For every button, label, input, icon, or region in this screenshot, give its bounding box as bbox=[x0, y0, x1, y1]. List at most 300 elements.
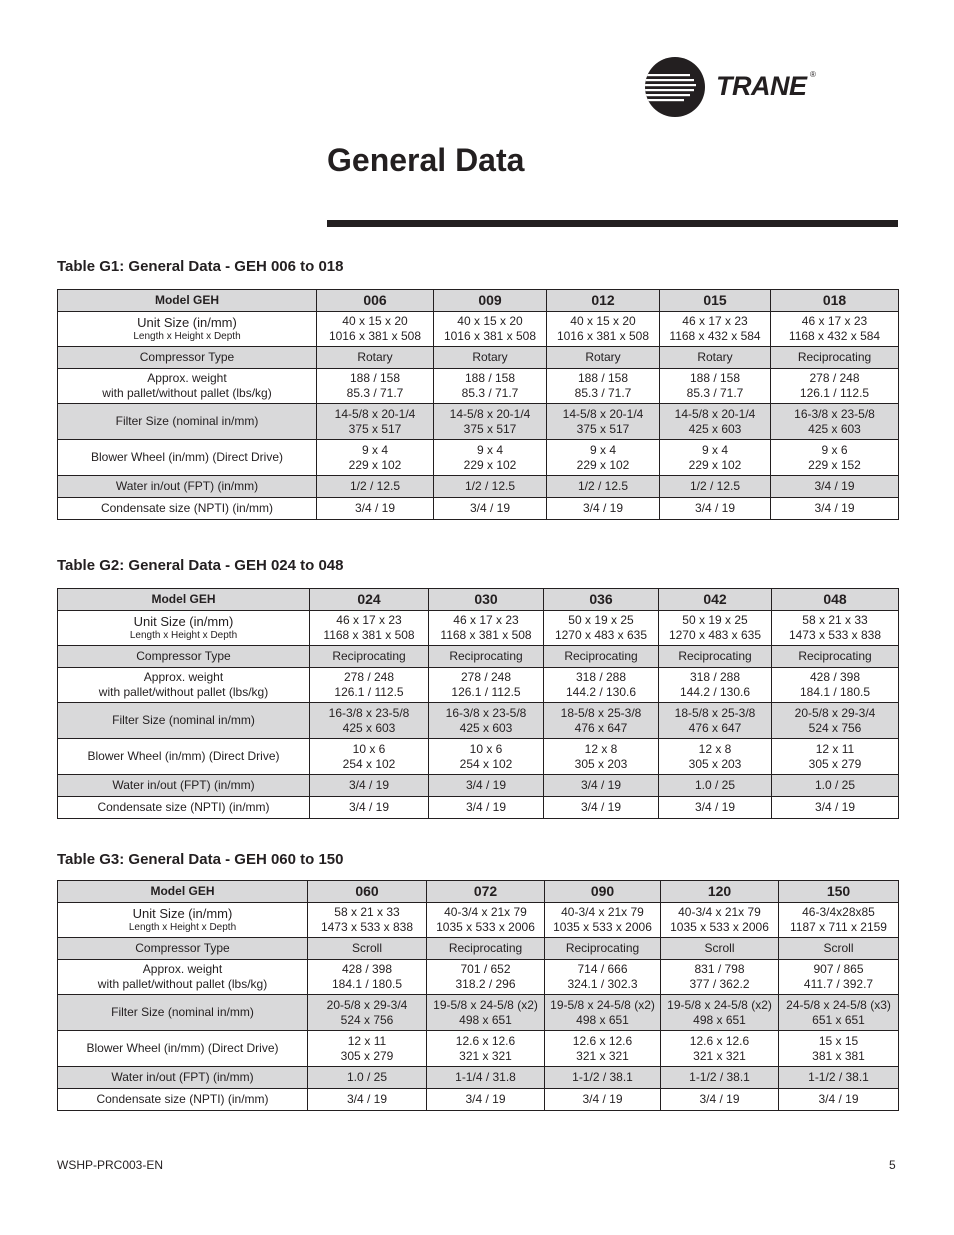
table-cell bbox=[308, 938, 427, 960]
table-cell bbox=[545, 960, 661, 995]
table-cell bbox=[779, 903, 899, 938]
table-header-row bbox=[58, 290, 899, 312]
table-cell bbox=[434, 369, 547, 404]
table-g1 bbox=[57, 289, 899, 520]
cell-value: 1-1/4 / 31.8 bbox=[455, 1070, 516, 1084]
cell-value: 20-5/8 x 29-3/4 bbox=[326, 997, 408, 1012]
cell-value: 19-5/8 x 24-5/8 (x2) bbox=[667, 997, 772, 1012]
row-label-line2: with pallet/without pallet (lbs/kg) bbox=[97, 977, 268, 991]
table-cell bbox=[772, 797, 899, 819]
table-cell bbox=[771, 440, 899, 476]
cell-value: 1270 x 483 x 635 bbox=[554, 628, 648, 642]
table-cell bbox=[317, 312, 434, 347]
cell-value: 12 x 11 bbox=[815, 741, 855, 756]
cell-value: 1016 x 381 x 508 bbox=[556, 329, 650, 343]
row-label-main: Unit Size (in/mm) bbox=[137, 314, 237, 330]
cell-value: 50 x 19 x 25 bbox=[682, 613, 748, 627]
table-cell bbox=[434, 347, 547, 369]
cell-value: 12 x 8 bbox=[584, 741, 618, 756]
table-cell bbox=[317, 369, 434, 404]
row-label bbox=[58, 775, 310, 797]
cell-value: 375 x 517 bbox=[348, 421, 402, 436]
model-column-header: 048 bbox=[772, 589, 899, 611]
row-label-main: Water in/out (FPT) (in/mm) bbox=[115, 479, 259, 493]
table-cell bbox=[547, 476, 660, 498]
cell-value: 46 x 17 x 23 bbox=[801, 314, 868, 328]
cell-value: 16-3/8 x 23-5/8 bbox=[445, 705, 527, 720]
cell-value: 907 / 865 bbox=[813, 962, 864, 976]
cell-value: 3/4 / 19 bbox=[818, 1092, 859, 1106]
cell-value: 305 x 279 bbox=[808, 756, 862, 771]
cell-value: Reciprocating bbox=[565, 941, 640, 955]
cell-value: 9 x 4 bbox=[589, 442, 616, 457]
cell-value: 3/4 / 19 bbox=[354, 501, 396, 515]
row-label-main: Condensate size (NPTI) (in/mm) bbox=[97, 800, 270, 814]
row-label bbox=[58, 938, 308, 960]
table-cell bbox=[308, 1089, 427, 1111]
table-cell bbox=[659, 668, 772, 703]
row-label-main: Blower Wheel (in/mm) (Direct Drive) bbox=[86, 1041, 279, 1055]
table-row bbox=[58, 498, 899, 520]
table-cell bbox=[772, 668, 899, 703]
model-header: Model GEH bbox=[58, 290, 317, 312]
model-column-header: 006 bbox=[317, 290, 434, 312]
cell-value: 1/2 / 12.5 bbox=[349, 479, 401, 493]
cell-value: Scroll bbox=[704, 941, 735, 955]
title-rule bbox=[327, 220, 898, 227]
table-cell bbox=[429, 739, 544, 775]
row-label bbox=[58, 369, 317, 404]
model-column-header: 120 bbox=[661, 881, 779, 903]
model-column-header: 072 bbox=[427, 881, 545, 903]
cell-value: 85.3 / 71.7 bbox=[574, 386, 632, 400]
cell-value: 126.1 / 112.5 bbox=[334, 685, 404, 699]
cell-value: 19-5/8 x 24-5/8 (x2) bbox=[550, 997, 655, 1012]
table-cell bbox=[660, 312, 771, 347]
cell-value: 1473 x 533 x 838 bbox=[320, 920, 414, 934]
table-cell bbox=[771, 369, 899, 404]
table-cell bbox=[317, 404, 434, 440]
table-cell bbox=[545, 903, 661, 938]
table-cell bbox=[429, 646, 544, 668]
cell-value: 3/4 / 19 bbox=[465, 778, 507, 792]
row-label bbox=[58, 668, 310, 703]
cell-value: 428 / 398 bbox=[809, 670, 861, 684]
table-cell bbox=[547, 498, 660, 520]
table-g3 bbox=[57, 880, 899, 1111]
cell-value: 254 x 102 bbox=[342, 756, 396, 771]
table-cell bbox=[434, 440, 547, 476]
cell-value: 40 x 15 x 20 bbox=[457, 314, 523, 328]
table-cell bbox=[308, 960, 427, 995]
cell-value: 58 x 21 x 33 bbox=[334, 905, 400, 919]
cell-value: 3/4 / 19 bbox=[465, 1092, 506, 1106]
model-column-header: 015 bbox=[660, 290, 771, 312]
table-row bbox=[58, 938, 899, 960]
table-cell bbox=[661, 1067, 779, 1089]
cell-value: 3/4 / 19 bbox=[699, 1092, 740, 1106]
table-cell bbox=[310, 797, 429, 819]
cell-value: 12.6 x 12.6 bbox=[455, 1033, 516, 1048]
row-label-sub: Length x Height x Depth bbox=[128, 921, 237, 933]
model-column-header: 030 bbox=[429, 589, 544, 611]
table-cell bbox=[660, 440, 771, 476]
table-cell bbox=[544, 797, 659, 819]
cell-value: 1/2 / 12.5 bbox=[577, 479, 629, 493]
cell-value: 3/4 / 19 bbox=[346, 1092, 388, 1106]
cell-value: 714 / 666 bbox=[577, 962, 628, 976]
cell-value: 524 x 756 bbox=[340, 1012, 394, 1027]
model-column-header: 018 bbox=[771, 290, 899, 312]
cell-value: 40-3/4 x 21x 79 bbox=[678, 905, 761, 919]
table-cell bbox=[660, 369, 771, 404]
table-cell bbox=[659, 797, 772, 819]
table-cell bbox=[661, 1031, 779, 1067]
page-title: General Data bbox=[327, 142, 525, 178]
table-cell bbox=[661, 995, 779, 1031]
table-cell bbox=[427, 1031, 545, 1067]
row-label-line2: with pallet/without pallet (lbs/kg) bbox=[98, 685, 269, 699]
cell-value: 1187 x 711 x 2159 bbox=[790, 920, 887, 934]
table-cell bbox=[771, 312, 899, 347]
table-cell bbox=[661, 960, 779, 995]
table-cell bbox=[429, 775, 544, 797]
cell-value: 3/4 / 19 bbox=[348, 800, 390, 814]
cell-value: 18-5/8 x 25-3/8 bbox=[560, 705, 642, 720]
cell-value: 126.1 / 112.5 bbox=[451, 685, 521, 699]
table-g2 bbox=[57, 588, 899, 819]
cell-value: 305 x 203 bbox=[688, 756, 742, 771]
table-cell bbox=[545, 1067, 661, 1089]
cell-value: 46 x 17 x 23 bbox=[453, 613, 519, 627]
table-cell bbox=[545, 938, 661, 960]
model-column-header: 042 bbox=[659, 589, 772, 611]
table-cell bbox=[429, 797, 544, 819]
table-cell bbox=[661, 903, 779, 938]
cell-value: 16-3/8 x 23-5/8 bbox=[794, 406, 875, 421]
cell-value: 144.2 / 130.6 bbox=[565, 685, 637, 699]
row-label bbox=[58, 476, 317, 498]
table-cell bbox=[779, 960, 899, 995]
cell-value: Reciprocating bbox=[332, 649, 406, 663]
table-cell bbox=[427, 960, 545, 995]
table-row bbox=[58, 347, 899, 369]
table-cell bbox=[772, 739, 899, 775]
table-cell bbox=[779, 1031, 899, 1067]
table-cell bbox=[660, 476, 771, 498]
cell-value: 524 x 756 bbox=[808, 720, 862, 735]
table-row bbox=[58, 1031, 899, 1067]
cell-value: Rotary bbox=[472, 350, 508, 364]
cell-value: 381 x 381 bbox=[812, 1048, 865, 1063]
cell-value: 16-3/8 x 23-5/8 bbox=[328, 705, 410, 720]
table-cell bbox=[661, 938, 779, 960]
table-cell bbox=[317, 498, 434, 520]
row-label bbox=[58, 312, 317, 347]
cell-value: Scroll bbox=[823, 941, 854, 955]
table-row bbox=[58, 960, 899, 995]
table-cell bbox=[544, 611, 659, 646]
table-cell bbox=[308, 995, 427, 1031]
cell-value: 3/4 / 19 bbox=[814, 501, 855, 515]
cell-value: 144.2 / 130.6 bbox=[679, 685, 751, 699]
table-cell bbox=[427, 903, 545, 938]
cell-value: 24-5/8 x 24-5/8 (x3) bbox=[786, 997, 891, 1012]
table-cell bbox=[779, 995, 899, 1031]
cell-value: 20-5/8 x 29-3/4 bbox=[794, 705, 876, 720]
cell-value: 278 / 248 bbox=[460, 670, 512, 684]
table-row bbox=[58, 440, 899, 476]
table-cell bbox=[427, 1089, 545, 1111]
table-cell bbox=[547, 369, 660, 404]
cell-value: 46 x 17 x 23 bbox=[336, 613, 402, 627]
table-cell bbox=[310, 646, 429, 668]
table-cell bbox=[544, 775, 659, 797]
cell-value: 1/2 / 12.5 bbox=[689, 479, 741, 493]
table-cell bbox=[429, 703, 544, 739]
model-column-header: 090 bbox=[545, 881, 661, 903]
cell-value: 278 / 248 bbox=[343, 670, 395, 684]
row-label bbox=[58, 646, 310, 668]
table-cell bbox=[434, 404, 547, 440]
cell-value: 188 / 158 bbox=[464, 371, 516, 385]
table-cell bbox=[547, 347, 660, 369]
cell-value: 318.2 / 296 bbox=[455, 977, 516, 991]
table-row bbox=[58, 476, 899, 498]
table-row bbox=[58, 404, 899, 440]
cell-value: Rotary bbox=[357, 350, 393, 364]
cell-value: 12 x 11 bbox=[347, 1033, 387, 1048]
cell-value: 14-5/8 x 20-1/4 bbox=[562, 406, 644, 421]
page-number: 5 bbox=[889, 1158, 896, 1172]
cell-value: 1.0 / 25 bbox=[814, 778, 856, 792]
cell-value: 425 x 603 bbox=[459, 720, 513, 735]
cell-value: 50 x 19 x 25 bbox=[568, 613, 634, 627]
table-row bbox=[58, 369, 899, 404]
table-row bbox=[58, 703, 899, 739]
cell-value: 1168 x 432 x 584 bbox=[669, 329, 761, 343]
cell-value: Reciprocating bbox=[448, 941, 523, 955]
cell-value: 18-5/8 x 25-3/8 bbox=[674, 705, 756, 720]
table-row bbox=[58, 797, 899, 819]
row-label-main: Filter Size (nominal in/mm) bbox=[112, 713, 255, 727]
row-label bbox=[58, 347, 317, 369]
table-cell bbox=[659, 775, 772, 797]
table-cell bbox=[772, 611, 899, 646]
row-label-main: Water in/out (FPT) (in/mm) bbox=[111, 1070, 254, 1084]
table-cell bbox=[660, 498, 771, 520]
cell-value: 229 x 152 bbox=[808, 457, 861, 472]
cell-value: 1.0 / 25 bbox=[694, 778, 736, 792]
cell-value: 85.3 / 71.7 bbox=[461, 386, 519, 400]
cell-value: 3/4 / 19 bbox=[582, 1092, 623, 1106]
model-column-header: 009 bbox=[434, 290, 547, 312]
table-row bbox=[58, 903, 899, 938]
cell-value: 1-1/2 / 38.1 bbox=[572, 1070, 633, 1084]
cell-value: 377 / 362.2 bbox=[689, 977, 750, 991]
cell-value: 411.7 / 392.7 bbox=[803, 977, 874, 991]
table-cell bbox=[661, 1089, 779, 1111]
cell-value: 3/4 / 19 bbox=[582, 501, 624, 515]
cell-value: 9 x 4 bbox=[701, 442, 728, 457]
row-label-main: Condensate size (NPTI) (in/mm) bbox=[96, 1092, 269, 1106]
row-label bbox=[58, 498, 317, 520]
cell-value: 1035 x 533 x 2006 bbox=[436, 920, 535, 934]
cell-value: 14-5/8 x 20-1/4 bbox=[449, 406, 531, 421]
cell-value: 1168 x 381 x 508 bbox=[323, 628, 415, 642]
cell-value: 126.1 / 112.5 bbox=[799, 386, 870, 400]
table-row bbox=[58, 611, 899, 646]
table-cell bbox=[772, 703, 899, 739]
cell-value: 3/4 / 19 bbox=[814, 800, 856, 814]
cell-value: 188 / 158 bbox=[577, 371, 629, 385]
cell-value: 15 x 15 bbox=[818, 1033, 859, 1048]
cell-value: 425 x 603 bbox=[688, 421, 742, 436]
table-cell bbox=[310, 739, 429, 775]
cell-value: 1035 x 533 x 2006 bbox=[553, 920, 652, 934]
row-label-main: Approx. weight bbox=[142, 962, 223, 976]
cell-value: Reciprocating bbox=[797, 350, 872, 364]
cell-value: 229 x 102 bbox=[348, 457, 402, 472]
cell-value: 188 / 158 bbox=[689, 371, 741, 385]
table-cell bbox=[544, 646, 659, 668]
cell-value: 1/2 / 12.5 bbox=[464, 479, 516, 493]
model-column-header: 036 bbox=[544, 589, 659, 611]
row-label-sub: Length x Height x Depth bbox=[133, 330, 241, 342]
cell-value: 3/4 / 19 bbox=[348, 778, 390, 792]
row-label-main: Compressor Type bbox=[136, 649, 231, 663]
model-column-header: 012 bbox=[547, 290, 660, 312]
cell-value: 40-3/4 x 21x 79 bbox=[444, 905, 527, 919]
model-column-header: 024 bbox=[310, 589, 429, 611]
row-label-main: Water in/out (FPT) (in/mm) bbox=[112, 778, 255, 792]
cell-value: 254 x 102 bbox=[459, 756, 513, 771]
table-cell bbox=[660, 404, 771, 440]
row-label-main: Filter Size (nominal in/mm) bbox=[111, 1005, 254, 1019]
table-cell bbox=[544, 703, 659, 739]
table-cell bbox=[544, 739, 659, 775]
cell-value: 321 x 321 bbox=[576, 1048, 629, 1063]
table-cell bbox=[659, 646, 772, 668]
cell-value: 1035 x 533 x 2006 bbox=[670, 920, 769, 934]
cell-value: 184.1 / 180.5 bbox=[799, 685, 871, 699]
cell-value: 318 / 288 bbox=[575, 670, 627, 684]
table-cell bbox=[427, 1067, 545, 1089]
table-cell bbox=[779, 1089, 899, 1111]
table-cell bbox=[547, 312, 660, 347]
table-cell bbox=[772, 646, 899, 668]
brand-wordmark: TRANE bbox=[716, 71, 807, 101]
cell-value: 375 x 517 bbox=[463, 421, 517, 436]
cell-value: 651 x 651 bbox=[812, 1012, 865, 1027]
cell-value: 425 x 603 bbox=[342, 720, 396, 735]
trane-logo bbox=[644, 58, 824, 118]
cell-value: 188 / 158 bbox=[349, 371, 401, 385]
cell-value: 1473 x 533 x 838 bbox=[788, 628, 882, 642]
table-cell bbox=[310, 611, 429, 646]
cell-value: 85.3 / 71.7 bbox=[346, 386, 404, 400]
cell-value: 14-5/8 x 20-1/4 bbox=[334, 406, 416, 421]
table-cell bbox=[429, 611, 544, 646]
table-cell bbox=[310, 775, 429, 797]
table-cell bbox=[545, 1031, 661, 1067]
model-header: Model GEH bbox=[58, 589, 310, 611]
table-cell bbox=[660, 347, 771, 369]
document-id: WSHP-PRC003-EN bbox=[57, 1158, 164, 1172]
table-cell bbox=[544, 668, 659, 703]
cell-value: 375 x 517 bbox=[576, 421, 630, 436]
cell-value: 12.6 x 12.6 bbox=[689, 1033, 750, 1048]
table-cell bbox=[434, 498, 547, 520]
cell-value: 46 x 17 x 23 bbox=[682, 314, 748, 328]
row-label-main: Unit Size (in/mm) bbox=[132, 905, 233, 921]
row-label-main: Condensate size (NPTI) (in/mm) bbox=[100, 501, 274, 515]
table-cell bbox=[434, 312, 547, 347]
cell-value: 831 / 798 bbox=[694, 962, 745, 976]
row-label-main: Filter Size (nominal in/mm) bbox=[115, 414, 259, 428]
cell-value: 58 x 21 x 33 bbox=[802, 613, 868, 627]
row-label-main: Approx. weight bbox=[147, 371, 227, 385]
cell-value: 1168 x 432 x 584 bbox=[788, 329, 881, 343]
table-g2-caption: Table G2: General Data - GEH 024 to 048 bbox=[57, 557, 344, 574]
cell-value: 3/4 / 19 bbox=[580, 800, 622, 814]
cell-value: 46-3/4x28x85 bbox=[802, 905, 875, 919]
cell-value: 10 x 6 bbox=[469, 741, 503, 756]
table-row bbox=[58, 775, 899, 797]
model-column-header: 150 bbox=[779, 881, 899, 903]
cell-value: Reciprocating bbox=[678, 649, 752, 663]
cell-value: 40-3/4 x 21x 79 bbox=[561, 905, 644, 919]
cell-value: 3/4 / 19 bbox=[469, 501, 511, 515]
cell-value: 3/4 / 19 bbox=[580, 778, 622, 792]
table-row bbox=[58, 668, 899, 703]
table-cell bbox=[771, 347, 899, 369]
cell-value: 476 x 647 bbox=[574, 720, 628, 735]
cell-value: 428 / 398 bbox=[341, 962, 393, 976]
row-label-main: Compressor Type bbox=[139, 350, 235, 364]
table-row bbox=[58, 646, 899, 668]
row-label bbox=[58, 995, 308, 1031]
cell-value: 229 x 102 bbox=[688, 457, 742, 472]
cell-value: 9 x 6 bbox=[821, 442, 848, 457]
registered-mark: ® bbox=[810, 70, 816, 79]
model-header: Model GEH bbox=[58, 881, 308, 903]
table-cell bbox=[771, 476, 899, 498]
cell-value: 9 x 4 bbox=[361, 442, 388, 457]
table-row bbox=[58, 995, 899, 1031]
row-label bbox=[58, 440, 317, 476]
table-cell bbox=[317, 440, 434, 476]
table-cell bbox=[659, 703, 772, 739]
table-header-row bbox=[58, 881, 899, 903]
table-cell bbox=[659, 611, 772, 646]
row-label bbox=[58, 903, 308, 938]
table-cell bbox=[310, 668, 429, 703]
cell-value: Reciprocating bbox=[798, 649, 872, 663]
cell-value: 1-1/2 / 38.1 bbox=[689, 1070, 750, 1084]
cell-value: 12.6 x 12.6 bbox=[572, 1033, 633, 1048]
cell-value: 498 x 651 bbox=[693, 1012, 746, 1027]
row-label-main: Compressor Type bbox=[135, 941, 230, 955]
row-label-main: Blower Wheel (in/mm) (Direct Drive) bbox=[90, 450, 284, 464]
cell-value: 305 x 203 bbox=[574, 756, 628, 771]
table-cell bbox=[434, 476, 547, 498]
table-cell bbox=[545, 995, 661, 1031]
row-label-main: Unit Size (in/mm) bbox=[133, 613, 234, 629]
table-row bbox=[58, 312, 899, 347]
cell-value: 3/4 / 19 bbox=[465, 800, 507, 814]
table-header-row bbox=[58, 589, 899, 611]
